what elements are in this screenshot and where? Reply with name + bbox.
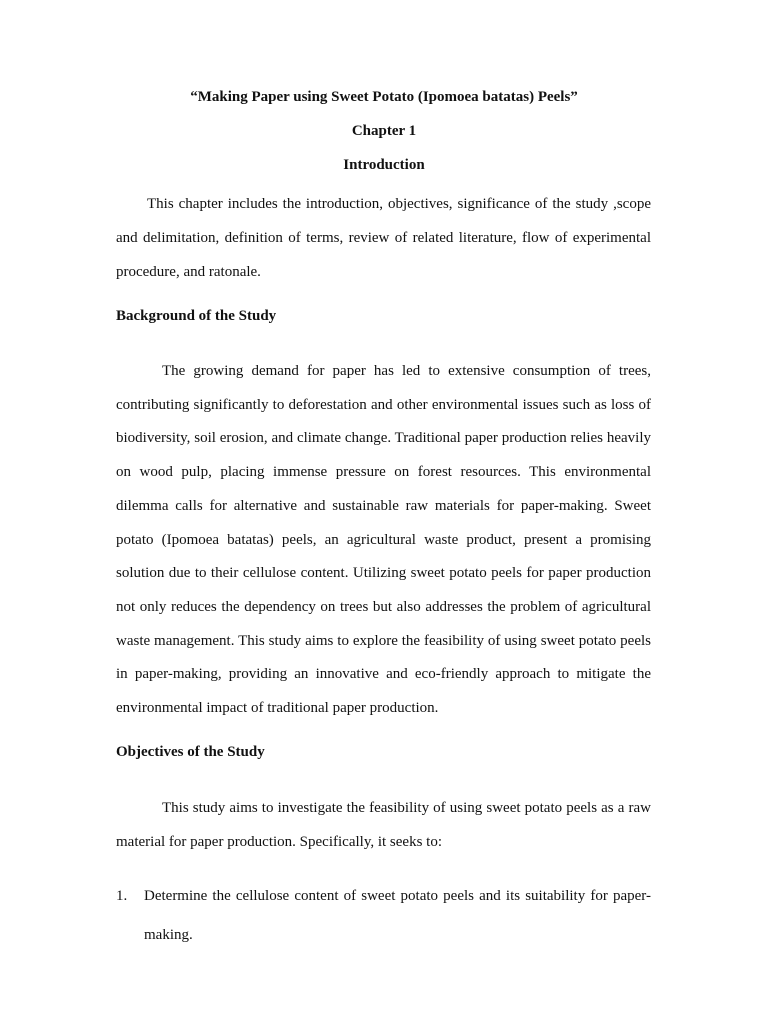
list-item-text: Determine the cellulose content of sweet potato peels and its suitability for paper-making. xyxy=(144,888,651,943)
intro-paragraph: This chapter includes the introduction, objectives, significance of the study ,scope and delimitation, definition of terms, review of related literature, flow of experimental procedure, and ratonale. xyxy=(116,196,651,280)
background-heading: Background of the Study xyxy=(116,308,277,324)
background-paragraph: The growing demand for paper has led to extensive consumption of trees, contributing significantly to deforestation and other environmental issues such as loss of biodiversity, soil erosion, and climate change. Traditional paper production relies heavily on wood pulp, placing immense pressure on forest resources. This environmental dilemma calls for alternative and sustainable raw materials for paper-making. Sweet potato (Ipomoea batatas) peels, an agricultural waste product, present a promising solution due to their cellulose content. Utilizing sweet potato peels for paper production not only reduces the dependency on trees but also addresses the problem of agricultural waste management. This study aims to explore the feasibility of using sweet potato peels in paper-making, providing an innovative and eco-friendly approach to mitigate the environmental impact of traditional paper production. xyxy=(116,363,651,717)
document-title: “Making Paper using Sweet Potato (Ipomoea batatas) Peels” xyxy=(190,89,578,105)
objective-list-item xyxy=(116,877,651,955)
objectives-heading: Objectives of the Study xyxy=(116,744,265,760)
objectives-paragraph: This study aims to investigate the feasibility of using sweet potato peels as a raw material for paper production. Specifically, it seeks to: xyxy=(116,800,651,850)
section-title: Introduction xyxy=(343,157,425,173)
list-item-number: 1. xyxy=(116,888,128,904)
chapter-label: Chapter 1 xyxy=(351,123,417,139)
